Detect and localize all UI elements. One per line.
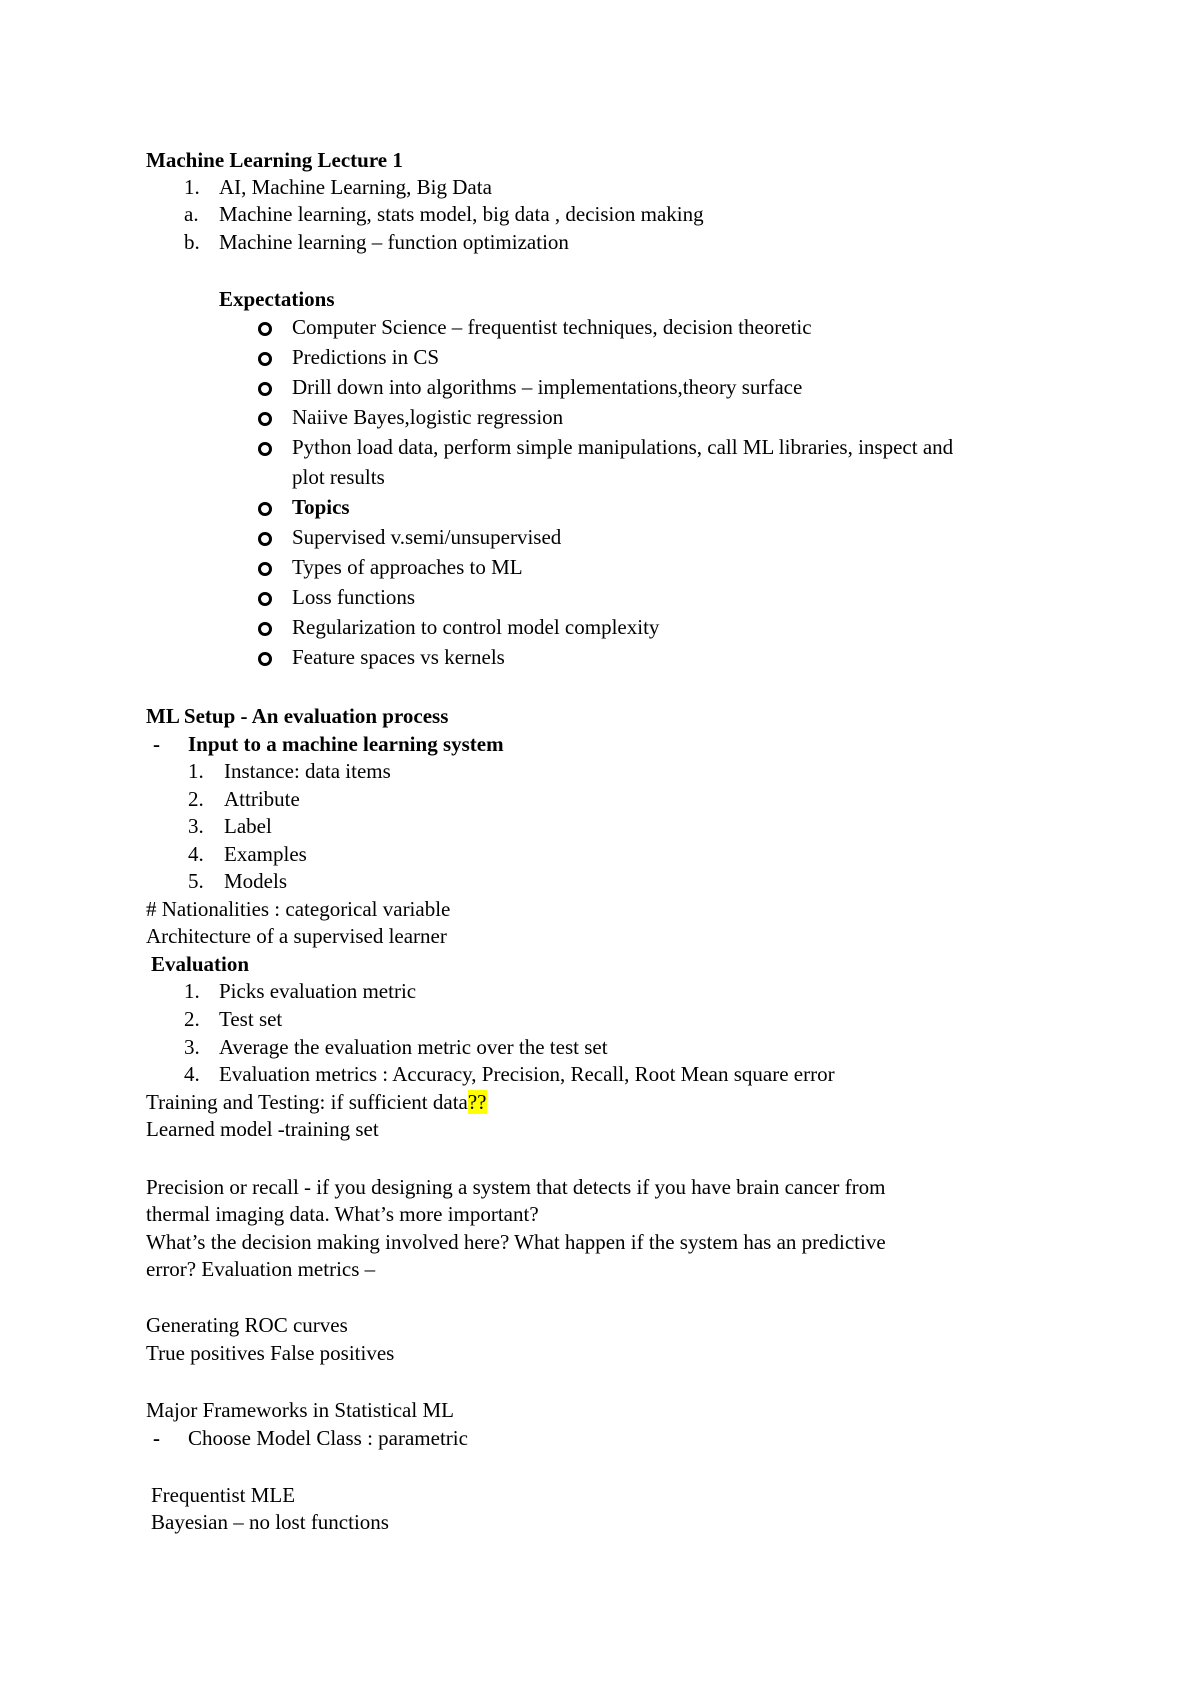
bullet-text: Drill down into algorithms – implementations,theory surface bbox=[292, 375, 803, 399]
text-line: Architecture of a supervised learner bbox=[146, 924, 447, 948]
circle-bullet-icon bbox=[258, 352, 272, 366]
bullet-text: Python load data, perform simple manipulations, call ML libraries, inspect and bbox=[292, 435, 954, 459]
list-item-text: Attribute bbox=[224, 787, 300, 811]
bullet-text: Regularization to control model complexity bbox=[292, 615, 660, 639]
training-text: Training and Testing: if sufficient data bbox=[146, 1090, 468, 1114]
text-line: Learned model -training set bbox=[146, 1117, 379, 1141]
list-number: 4. bbox=[184, 1062, 200, 1086]
subheading-input: Input to a machine learning system bbox=[188, 732, 504, 756]
circle-bullet-icon bbox=[258, 652, 272, 666]
list-number: 1. bbox=[184, 979, 200, 1003]
text-line: Generating ROC curves bbox=[146, 1313, 348, 1337]
circle-bullet-icon bbox=[258, 592, 272, 606]
list-item-text: Picks evaluation metric bbox=[219, 979, 417, 1003]
paragraph-line: error? Evaluation metrics – bbox=[146, 1257, 376, 1281]
list-number: 3. bbox=[184, 1035, 200, 1059]
bullet-text: Naiive Bayes,logistic regression bbox=[292, 405, 564, 429]
bullet-text: Loss functions bbox=[292, 585, 416, 609]
circle-bullet-icon bbox=[258, 382, 272, 396]
list-item-text: Test set bbox=[219, 1007, 283, 1031]
list-number: 3. bbox=[188, 814, 204, 838]
circle-bullet-icon bbox=[258, 322, 272, 336]
circle-bullet-icon bbox=[258, 502, 272, 516]
list-number: 4. bbox=[188, 842, 204, 866]
bullet-text-continuation: plot results bbox=[292, 465, 385, 489]
bullet-text: Computer Science – frequentist techniques, decision theoretic bbox=[292, 315, 812, 339]
list-letter: a. bbox=[184, 202, 199, 226]
circle-bullet-icon bbox=[258, 622, 272, 636]
circle-bullet-icon bbox=[258, 562, 272, 576]
list-number: 1. bbox=[184, 175, 200, 199]
text-line: # Nationalities : categorical variable bbox=[146, 897, 451, 921]
list-number: 2. bbox=[184, 1007, 200, 1031]
paragraph-line: Precision or recall - if you designing a system that detects if you have brain cancer from bbox=[146, 1175, 886, 1199]
circle-bullet-icon bbox=[258, 442, 272, 456]
list-number: 5. bbox=[188, 869, 204, 893]
circle-bullet-icon bbox=[258, 532, 272, 546]
list-number: 1. bbox=[188, 759, 204, 783]
list-item-text: Machine learning – function optimization bbox=[219, 230, 569, 254]
list-item-text: Models bbox=[224, 869, 287, 893]
list-item-text: Examples bbox=[224, 842, 307, 866]
section-heading-ml-setup: ML Setup - An evaluation process bbox=[146, 704, 449, 728]
paragraph-line: thermal imaging data. What’s more important? bbox=[146, 1202, 539, 1226]
bullet-text: Predictions in CS bbox=[292, 345, 440, 369]
bullet-text: Supervised v.semi/unsupervised bbox=[292, 525, 562, 549]
dash-marker: - bbox=[153, 1426, 160, 1450]
section-heading-expectations: Expectations bbox=[219, 287, 335, 311]
bullet-text-topics: Topics bbox=[292, 495, 350, 519]
list-item-text: Machine learning, stats model, big data , decision making bbox=[219, 202, 704, 226]
text-line: Major Frameworks in Statistical ML bbox=[146, 1398, 454, 1422]
document-title: Machine Learning Lecture 1 bbox=[146, 148, 403, 172]
dash-marker: - bbox=[153, 732, 160, 756]
text-line: Bayesian – no lost functions bbox=[151, 1510, 389, 1534]
list-number: 2. bbox=[188, 787, 204, 811]
circle-bullet-icon bbox=[258, 412, 272, 426]
list-letter: b. bbox=[184, 230, 200, 254]
list-item-text: Label bbox=[224, 814, 272, 838]
training-testing-line bbox=[146, 1089, 487, 1115]
text-line: True positives False positives bbox=[146, 1341, 395, 1365]
bullet-text: Feature spaces vs kernels bbox=[292, 645, 505, 669]
paragraph-line: What’s the decision making involved here? What happen if the system has an predictive bbox=[146, 1230, 886, 1254]
highlighted-question-marks: ?? bbox=[467, 1090, 487, 1114]
list-item-text: Choose Model Class : parametric bbox=[188, 1426, 468, 1450]
bullet-text: Types of approaches to ML bbox=[292, 555, 523, 579]
list-item-text: Average the evaluation metric over the test set bbox=[219, 1035, 608, 1059]
list-item-text: AI, Machine Learning, Big Data bbox=[219, 175, 492, 199]
list-item-text: Evaluation metrics : Accuracy, Precision, Recall, Root Mean square error bbox=[219, 1062, 835, 1086]
text-line: Frequentist MLE bbox=[151, 1483, 296, 1507]
section-heading-evaluation: Evaluation bbox=[151, 952, 250, 976]
list-item-text: Instance: data items bbox=[224, 759, 391, 783]
